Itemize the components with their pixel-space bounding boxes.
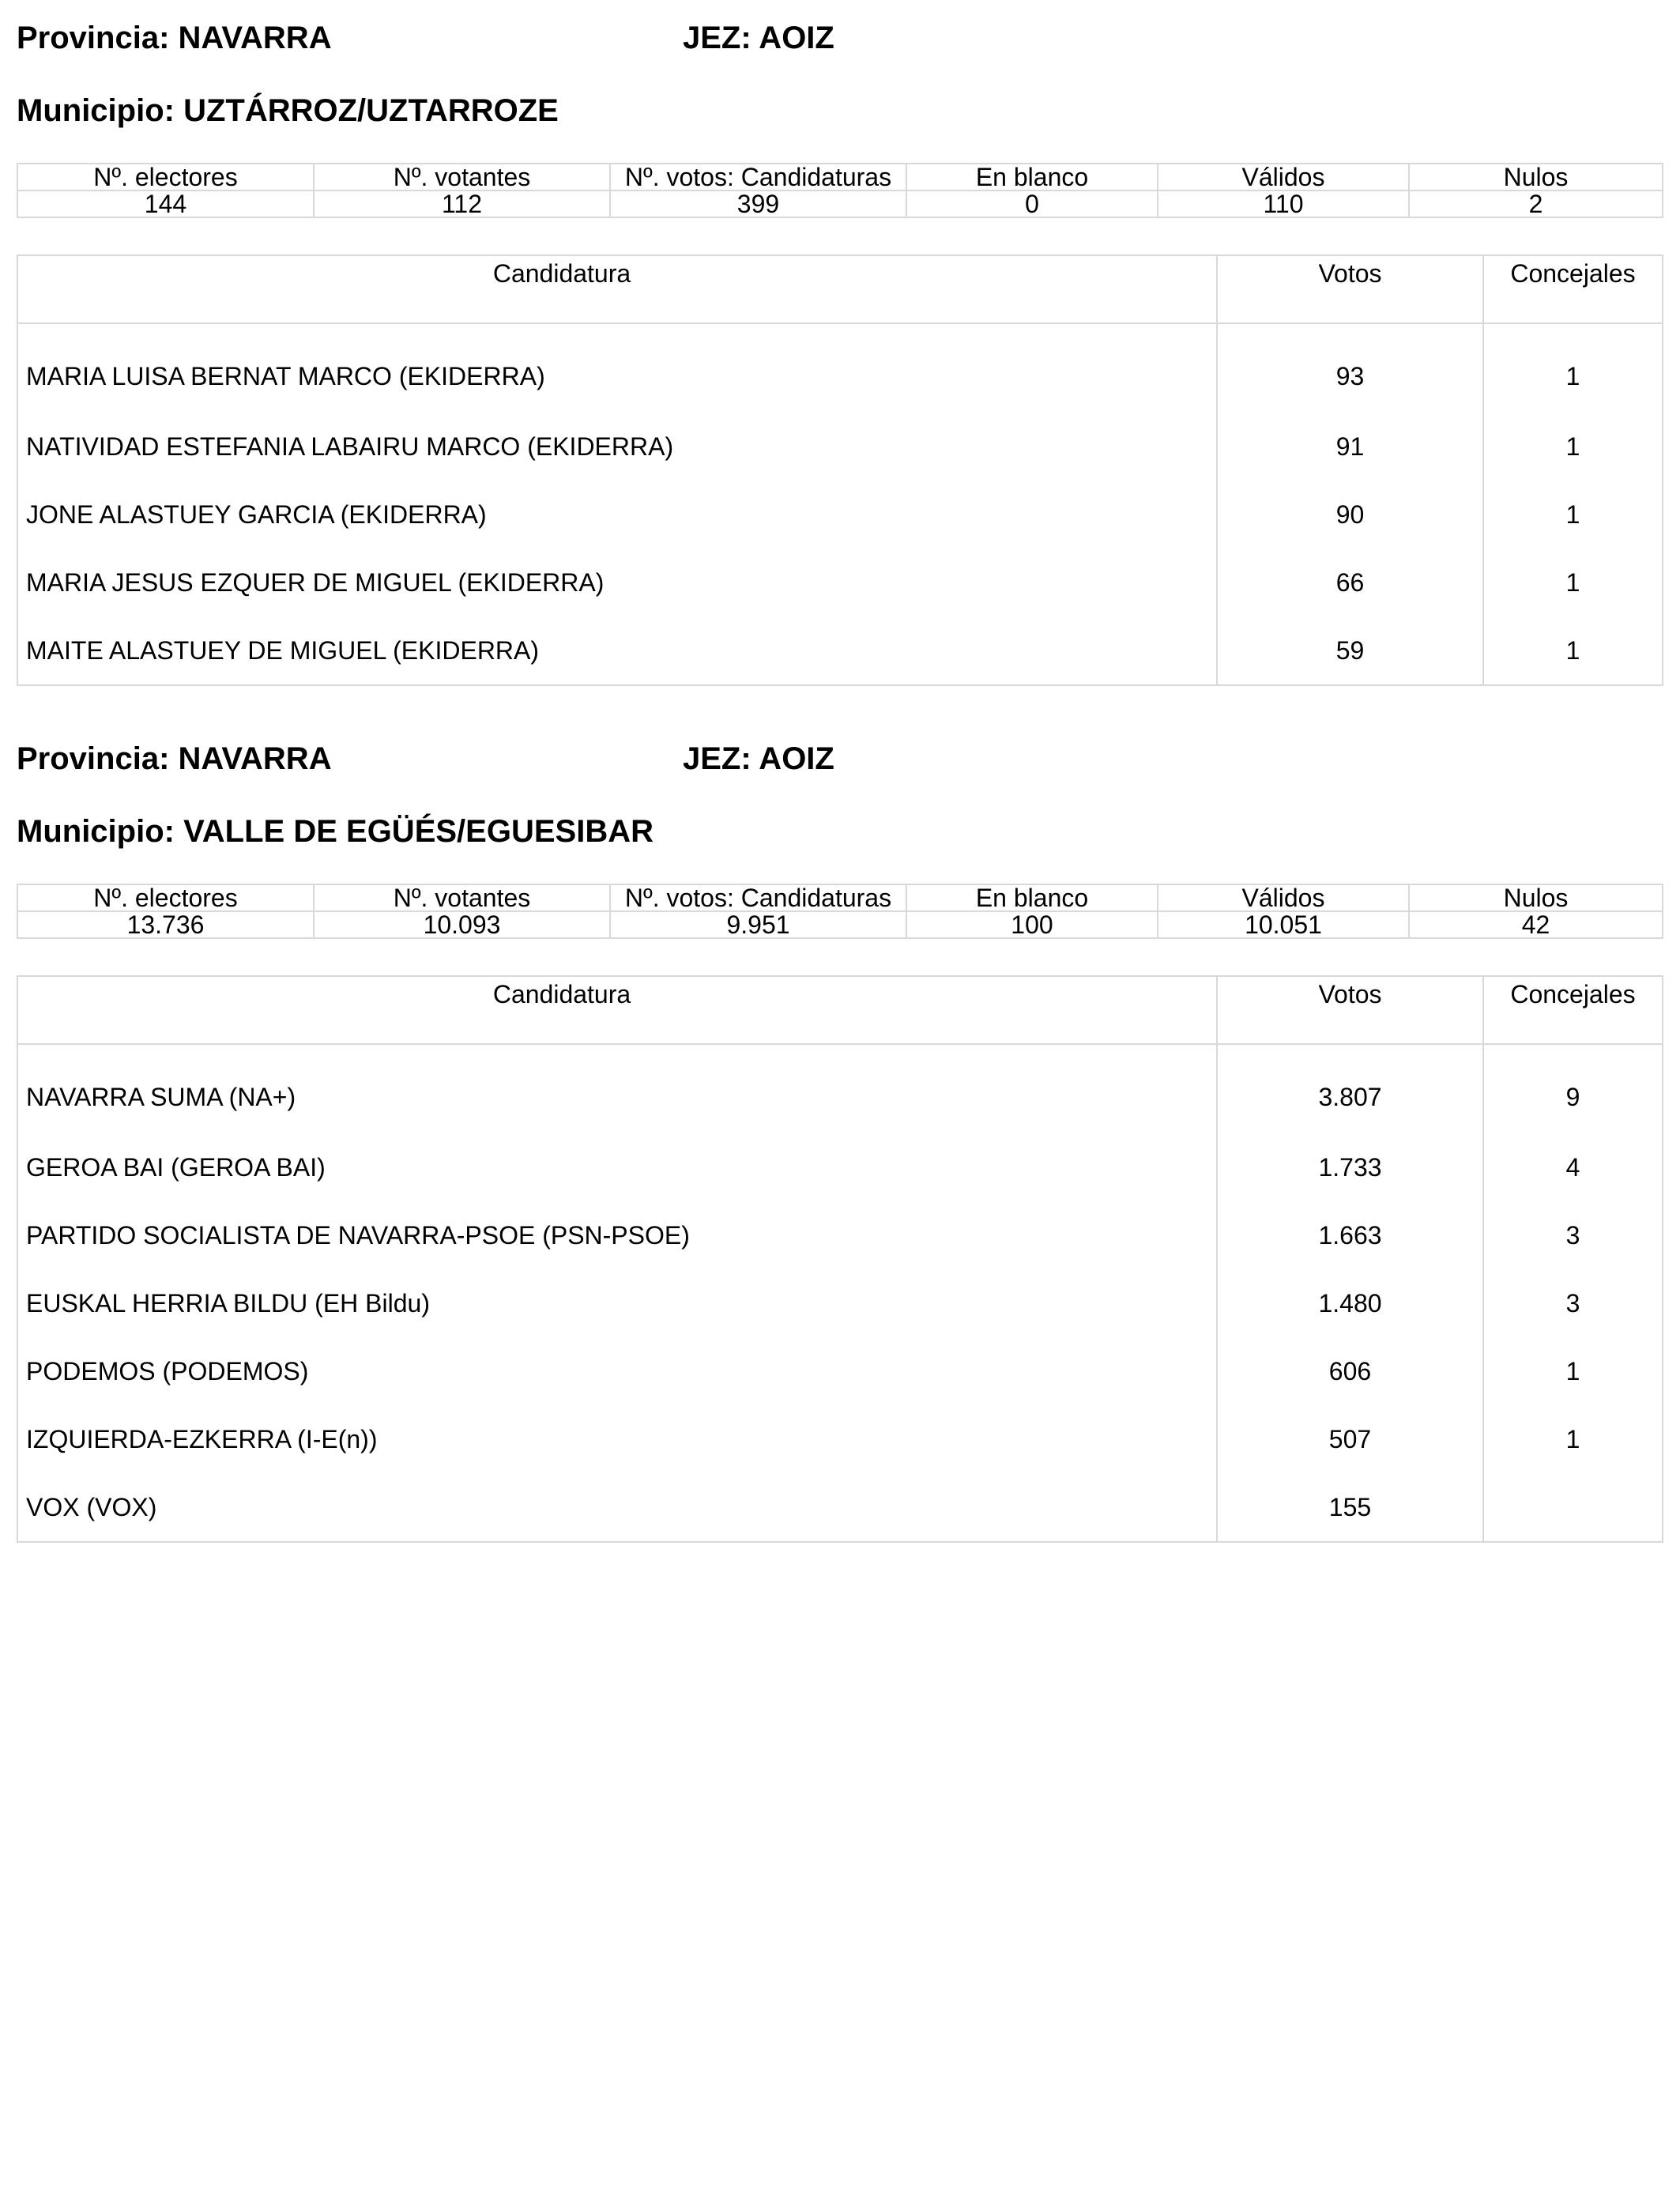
- summary-header-row: [17, 164, 1663, 190]
- section-header: [17, 0, 1662, 74]
- summary-header-cell: Nº. votos: Candidaturas: [610, 884, 906, 911]
- municipio-label: Municipio: UZTÁRROZ/UZTARROZE: [17, 93, 559, 128]
- municipio-line: [17, 74, 1662, 163]
- candidate-concejales: 4: [1483, 1133, 1663, 1201]
- candidate-concejales: 1: [1483, 481, 1663, 548]
- candidate-name: EUSKAL HERRIA BILDU (EH Bildu): [17, 1269, 1217, 1337]
- table-row: [17, 1044, 1663, 1133]
- table-row: [17, 1133, 1663, 1201]
- summary-header-cell: Nº. votantes: [314, 164, 610, 190]
- jez-label: JEZ: AOIZ: [683, 741, 834, 776]
- summary-value-cell: 144: [17, 190, 314, 217]
- candidate-votos: 1.733: [1217, 1133, 1483, 1201]
- summary-value-cell: 10.093: [314, 911, 610, 938]
- candidate-concejales: 3: [1483, 1269, 1663, 1337]
- candidate-concejales: 1: [1483, 1405, 1663, 1473]
- candidate-votos: 93: [1217, 323, 1483, 413]
- summary-header-cell: Válidos: [1158, 164, 1409, 190]
- candidates-table: [17, 254, 1663, 686]
- candidate-votos: 3.807: [1217, 1044, 1483, 1133]
- candidate-name: MARIA JESUS EZQUER DE MIGUEL (EKIDERRA): [17, 548, 1217, 616]
- summary-value-cell: 100: [906, 911, 1158, 938]
- summary-value-cell: 399: [610, 190, 906, 217]
- summary-value-row: [17, 190, 1663, 217]
- candidate-name: PARTIDO SOCIALISTA DE NAVARRA-PSOE (PSN-PSOE): [17, 1201, 1217, 1269]
- candidate-name: JONE ALASTUEY GARCIA (EKIDERRA): [17, 481, 1217, 548]
- candidate-concejales: 1: [1483, 413, 1663, 481]
- summary-header-cell: Nº. electores: [17, 884, 314, 911]
- votos-header: Votos: [1217, 255, 1483, 323]
- concejales-header: Concejales: [1483, 976, 1663, 1044]
- candidate-votos: 507: [1217, 1405, 1483, 1473]
- municipality-section-1: [17, 0, 1662, 686]
- candidates-header-row: [17, 976, 1663, 1044]
- summary-header-cell: Nº. votantes: [314, 884, 610, 911]
- candidate-concejales: 3: [1483, 1201, 1663, 1269]
- table-row: [17, 548, 1663, 616]
- table-row: [17, 1201, 1663, 1269]
- candidatura-header: Candidatura: [17, 255, 1217, 323]
- candidate-name: VOX (VOX): [17, 1473, 1217, 1542]
- summary-value-cell: 9.951: [610, 911, 906, 938]
- summary-header-cell: Nulos: [1409, 164, 1663, 190]
- jez-label: JEZ: AOIZ: [683, 21, 834, 55]
- table-row: [17, 1337, 1663, 1405]
- candidatura-header: Candidatura: [17, 976, 1217, 1044]
- summary-table: [17, 163, 1663, 218]
- votos-header: Votos: [1217, 976, 1483, 1044]
- candidate-name: MARIA LUISA BERNAT MARCO (EKIDERRA): [17, 323, 1217, 413]
- summary-value-cell: 42: [1409, 911, 1663, 938]
- candidate-votos: 90: [1217, 481, 1483, 548]
- summary-value-cell: 112: [314, 190, 610, 217]
- candidate-concejales: 1: [1483, 548, 1663, 616]
- summary-header-cell: Nulos: [1409, 884, 1663, 911]
- summary-header-row: [17, 884, 1663, 911]
- provincia-label: Provincia: NAVARRA: [17, 21, 332, 55]
- candidate-name: MAITE ALASTUEY DE MIGUEL (EKIDERRA): [17, 616, 1217, 685]
- summary-value-cell: 2: [1409, 190, 1663, 217]
- summary-value-row: [17, 911, 1663, 938]
- municipality-section-2: [17, 721, 1662, 1543]
- candidate-name: IZQUIERDA-EZKERRA (I-E(n)): [17, 1405, 1217, 1473]
- candidate-concejales: 9: [1483, 1044, 1663, 1133]
- municipio-label: Municipio: VALLE DE EGÜÉS/EGUESIBAR: [17, 814, 654, 849]
- provincia-label: Provincia: NAVARRA: [17, 741, 332, 776]
- candidate-name: GEROA BAI (GEROA BAI): [17, 1133, 1217, 1201]
- candidate-votos: 606: [1217, 1337, 1483, 1405]
- table-row: [17, 413, 1663, 481]
- candidates-table: [17, 975, 1663, 1543]
- candidate-name: NAVARRA SUMA (NA+): [17, 1044, 1217, 1133]
- table-row: [17, 1269, 1663, 1337]
- summary-value-cell: 10.051: [1158, 911, 1409, 938]
- summary-value-cell: 110: [1158, 190, 1409, 217]
- table-row: [17, 1473, 1663, 1542]
- summary-header-cell: Nº. votos: Candidaturas: [610, 164, 906, 190]
- candidate-name: NATIVIDAD ESTEFANIA LABAIRU MARCO (EKIDERRA): [17, 413, 1217, 481]
- candidates-header-row: [17, 255, 1663, 323]
- candidate-concejales: [1483, 1473, 1663, 1542]
- summary-header-cell: En blanco: [906, 884, 1158, 911]
- table-row: [17, 481, 1663, 548]
- table-row: [17, 323, 1663, 413]
- summary-header-cell: Válidos: [1158, 884, 1409, 911]
- candidate-votos: 59: [1217, 616, 1483, 685]
- municipio-line: [17, 795, 1662, 884]
- concejales-header: Concejales: [1483, 255, 1663, 323]
- candidate-votos: 1.663: [1217, 1201, 1483, 1269]
- candidate-votos: 66: [1217, 548, 1483, 616]
- candidate-votos: 155: [1217, 1473, 1483, 1542]
- document-page: [17, 0, 1662, 1543]
- candidate-votos: 1.480: [1217, 1269, 1483, 1337]
- candidate-votos: 91: [1217, 413, 1483, 481]
- table-row: [17, 1405, 1663, 1473]
- candidate-concejales: 1: [1483, 616, 1663, 685]
- summary-header-cell: Nº. electores: [17, 164, 314, 190]
- summary-header-cell: En blanco: [906, 164, 1158, 190]
- summary-value-cell: 0: [906, 190, 1158, 217]
- summary-value-cell: 13.736: [17, 911, 314, 938]
- candidate-concejales: 1: [1483, 323, 1663, 413]
- section-header: [17, 721, 1662, 795]
- candidate-name: PODEMOS (PODEMOS): [17, 1337, 1217, 1405]
- table-row: [17, 616, 1663, 685]
- summary-table: [17, 884, 1663, 939]
- candidate-concejales: 1: [1483, 1337, 1663, 1405]
